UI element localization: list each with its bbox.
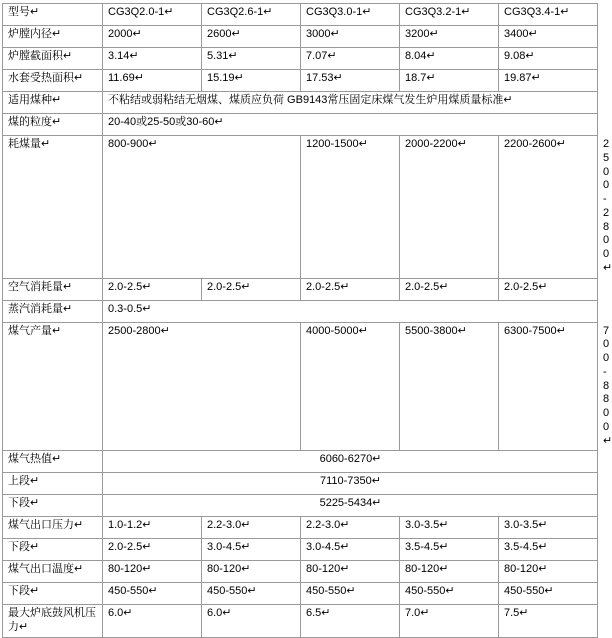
specification-table	[2, 3, 612, 638]
row-label-furnace-area: 炉膛截面积↵	[3, 48, 103, 70]
table-row-outlet-pressure-upper	[3, 517, 598, 539]
header-model-1: CG3Q2.0-1↵	[103, 4, 202, 26]
cell-heat-value-3: 5225-5434↵	[103, 495, 598, 517]
row-label-outlet-temperature: 煤气出口温度↵	[3, 561, 103, 583]
cell-coal-consumption-3: 2000-2200↵	[400, 136, 499, 279]
cell-jacket-1: 11.69↵	[103, 70, 202, 92]
cell-blower-pressure-4: 7.0↵	[400, 605, 499, 638]
cell-outlet-pressure-lower-4: 3.5-4.5↵	[400, 539, 499, 561]
cell-jacket-3: 17.53↵	[301, 70, 400, 92]
cell-blower-pressure-5: 7.5↵	[499, 605, 598, 638]
cell-outlet-pressure-upper-1: 1.0-1.2↵	[103, 517, 202, 539]
cell-furnace-area-2: 5.31↵	[202, 48, 301, 70]
row-label-gas-output: 煤气产量↵	[3, 322, 103, 451]
cell-outlet-pressure-lower-2: 3.0-4.5↵	[202, 539, 301, 561]
cell-gas-output-1: 2500-2800↵	[103, 322, 301, 451]
cell-coal-size-merged: 20-40或25-50或30-60↵	[103, 114, 598, 136]
cell-jacket-5: 19.87↵	[499, 70, 598, 92]
header-model-5: CG3Q3.4-1↵	[499, 4, 598, 26]
table-row	[3, 92, 598, 114]
row-label-outlet-pressure-lower: 下段↵	[3, 539, 103, 561]
cell-gas-output-2: 4000-5000↵	[301, 322, 400, 451]
cell-outlet-temperature-upper-4: 80-120↵	[400, 561, 499, 583]
row-label-coal-type: 适用煤种↵	[3, 92, 103, 114]
cell-outlet-pressure-lower-1: 2.0-2.5↵	[103, 539, 202, 561]
cell-coal-type-merged: 不粘结或弱粘结无烟煤、煤质应负荷 GB9143常压固定床煤气发生炉用煤质量标准↵	[103, 92, 598, 114]
table-row	[3, 278, 598, 300]
table-row	[3, 26, 598, 48]
table-header-row	[3, 4, 598, 26]
row-label-heat-value: 煤气热值↵	[3, 451, 103, 473]
table-row-outlet-pressure-lower	[3, 539, 598, 561]
table-row-heat-value-3	[3, 495, 598, 517]
cell-blower-pressure-3: 6.5↵	[301, 605, 400, 638]
table-row	[3, 300, 598, 322]
cell-outlet-temperature-upper-2: 80-120↵	[202, 561, 301, 583]
cell-furnace-diameter-2: 2600↵	[202, 26, 301, 48]
cell-furnace-diameter-4: 3200↵	[400, 26, 499, 48]
cell-furnace-area-1: 3.14↵	[103, 48, 202, 70]
cell-furnace-area-3: 7.07↵	[301, 48, 400, 70]
cell-air-consumption-4: 2.0-2.5↵	[400, 278, 499, 300]
table-row-heat-value-2	[3, 473, 598, 495]
row-label-jacket-heating-area: 水套受热面积↵	[3, 70, 103, 92]
cell-heat-value-1: 6060-6270↵	[103, 451, 598, 473]
row-label-outlet-pressure: 煤气出口压力↵	[3, 517, 103, 539]
table-row	[3, 70, 598, 92]
cell-gas-output-3: 5500-3800↵	[400, 322, 499, 451]
table-row: 耗煤量↵ 800-900↵ 1200-1500↵ 2000-2200↵ 2200-2600↵ 2500-2800↵	[3, 136, 598, 279]
cell-furnace-diameter-5: 3400↵	[499, 26, 598, 48]
header-model-4: CG3Q3.2-1↵	[400, 4, 499, 26]
cell-outlet-temperature-upper-5: 80-120↵	[499, 561, 598, 583]
cell-furnace-diameter-3: 3000↵	[301, 26, 400, 48]
row-label-heat-value-upper: 上段↵	[3, 473, 103, 495]
cell-air-consumption-3: 2.0-2.5↵	[301, 278, 400, 300]
row-label-coal-consumption: 耗煤量↵	[3, 136, 103, 279]
cell-outlet-temperature-lower-3: 450-550↵	[301, 583, 400, 605]
table-row	[3, 114, 598, 136]
cell-outlet-temperature-upper-3: 80-120↵	[301, 561, 400, 583]
row-label-air-consumption: 空气消耗量↵	[3, 278, 103, 300]
cell-air-consumption-1: 2.0-2.5↵	[103, 278, 202, 300]
cell-outlet-temperature-lower-1: 450-550↵	[103, 583, 202, 605]
header-model-2: CG3Q2.6-1↵	[202, 4, 301, 26]
cell-jacket-2: 15.19↵	[202, 70, 301, 92]
cell-blower-pressure-2: 6.0↵	[202, 605, 301, 638]
cell-jacket-4: 18.7↵	[400, 70, 499, 92]
header-model-3: CG3Q3.0-1↵	[301, 4, 400, 26]
table-row: 煤气产量↵ 2500-2800↵ 4000-5000↵ 5500-3800↵ 6300-7500↵ 700-8800↵	[3, 322, 598, 451]
cell-outlet-temperature-lower-4: 450-550↵	[400, 583, 499, 605]
row-label-coal-size: 煤的粒度↵	[3, 114, 103, 136]
cell-outlet-pressure-upper-2: 2.2-3.0↵	[202, 517, 301, 539]
cell-coal-consumption-2: 1200-1500↵	[301, 136, 400, 279]
cell-heat-value-2: 7110-7350↵	[103, 473, 598, 495]
cell-outlet-pressure-upper-4: 3.0-3.5↵	[400, 517, 499, 539]
cell-blower-pressure-1: 6.0↵	[103, 605, 202, 638]
header-label: 型号↵	[3, 4, 103, 26]
table-row	[3, 48, 598, 70]
cell-outlet-pressure-lower-3: 3.0-4.5↵	[301, 539, 400, 561]
cell-gas-output-4: 6300-7500↵	[499, 322, 598, 451]
row-label-furnace-diameter: 炉膛内径↵	[3, 26, 103, 48]
cell-outlet-pressure-upper-3: 2.2-3.0↵	[301, 517, 400, 539]
cell-coal-consumption-1: 800-900↵	[103, 136, 301, 279]
row-label-heat-value-lower: 下段↵	[3, 495, 103, 517]
cell-outlet-temperature-lower-2: 450-550↵	[202, 583, 301, 605]
table-row-outlet-temperature-upper	[3, 561, 598, 583]
row-label-blower-pressure: 最大炉底鼓风机压力↵	[3, 605, 103, 638]
cell-outlet-temperature-lower-5: 450-550↵	[499, 583, 598, 605]
cell-steam-consumption-merged: 0.3-0.5↵	[103, 300, 598, 322]
cell-air-consumption-5: 2.0-2.5↵	[499, 278, 598, 300]
cell-outlet-temperature-upper-1: 80-120↵	[103, 561, 202, 583]
cell-outlet-pressure-lower-5: 3.5-4.5↵	[499, 539, 598, 561]
cell-air-consumption-2: 2.0-2.5↵	[202, 278, 301, 300]
cell-furnace-area-5: 9.08↵	[499, 48, 598, 70]
row-label-steam-consumption: 蒸汽消耗量↵	[3, 300, 103, 322]
cell-furnace-area-4: 8.04↵	[400, 48, 499, 70]
cell-furnace-diameter-1: 2000↵	[103, 26, 202, 48]
row-label-outlet-temperature-lower: 下段↵	[3, 583, 103, 605]
cell-coal-consumption-4: 2200-2600↵	[499, 136, 598, 279]
table-row-outlet-temperature-lower	[3, 583, 598, 605]
cell-outlet-pressure-upper-5: 3.0-3.5↵	[499, 517, 598, 539]
table-row-heat-value-1	[3, 451, 598, 473]
